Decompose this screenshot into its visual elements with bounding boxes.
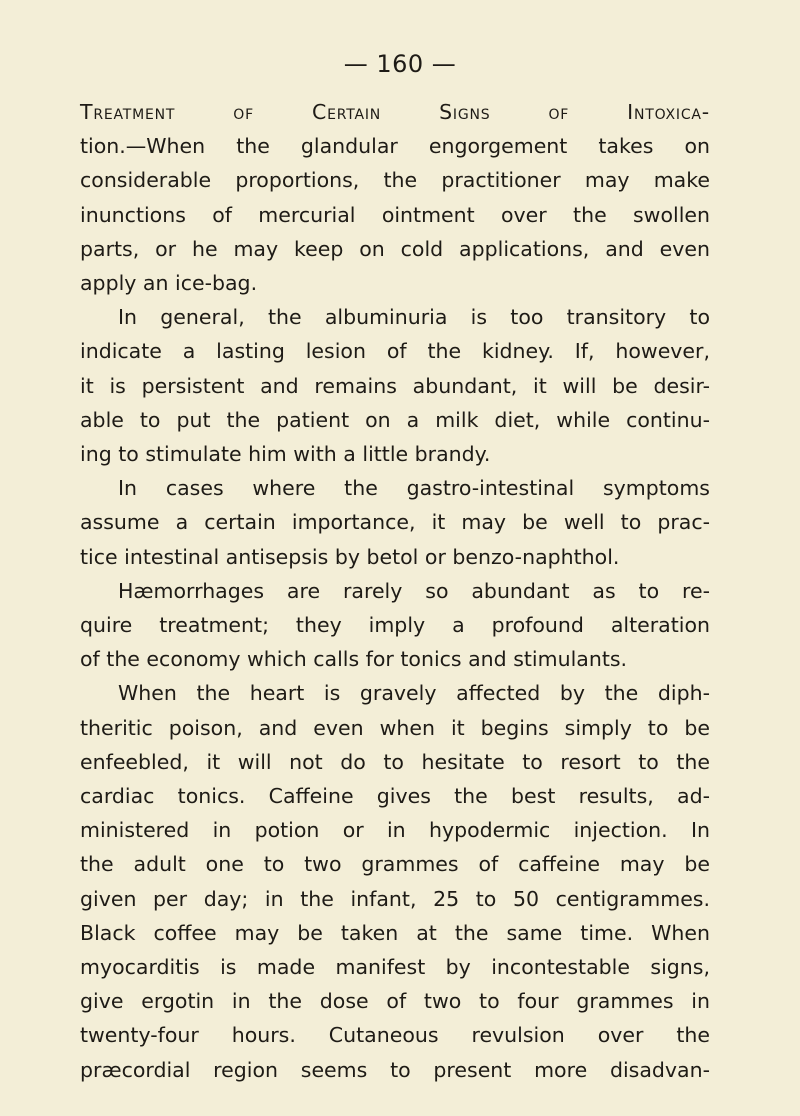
text-line: apply an ice-bag. <box>80 271 258 296</box>
text-line: considerable proportions, the practitioner may make <box>80 168 710 193</box>
text-line: cardiac tonics. Caffeine gives the best results, ad- <box>80 784 710 809</box>
text-line: parts, or he may keep on cold applications, and even <box>80 236 710 261</box>
text-line: Hæmorrhages are rarely so abundant as to re- <box>118 578 710 603</box>
text-line: præcordial region seems to present more disadvan- <box>80 1057 710 1082</box>
text-line: myocarditis is made manifest by incontestable signs, <box>80 955 710 980</box>
text-line: tice intestinal antisepsis by betol or benzo-naphthol. <box>80 544 620 569</box>
text-line: Black coffee may be taken at the same time. When <box>80 920 710 945</box>
page-number: — 160 — <box>343 50 457 78</box>
text-line: tion.—When the glandular engorgement takes on <box>80 134 710 159</box>
text-line: quire treatment; they imply a profound alteration <box>80 613 710 638</box>
text-line: ing to stimulate him with a little brandy. <box>80 442 491 467</box>
text-line: ministered in potion or in hypodermic injection. In <box>80 818 710 843</box>
section-heading-line: Treatment of Certain Signs of Intoxica- <box>80 100 710 124</box>
text-line: twenty-four hours. Cutaneous revulsion over the <box>80 1023 710 1048</box>
text-line: it is persistent and remains abundant, it will be desir- <box>80 373 710 398</box>
text-line: enfeebled, it will not do to hesitate to resort to the <box>80 749 710 774</box>
text-line: of the economy which calls for tonics and stimulants. <box>80 647 628 672</box>
text-line: theritic poison, and even when it begins simply to be <box>80 715 710 740</box>
text-line: In general, the albuminuria is too transitory to <box>118 305 710 330</box>
text-line: inunctions of mercurial ointment over the swollen <box>80 202 710 227</box>
text-line: When the heart is gravely affected by the diph- <box>118 681 710 706</box>
text-line: assume a certain importance, it may be well to prac- <box>80 510 710 535</box>
body-text <box>80 95 710 1087</box>
text-line: indicate a lasting lesion of the kidney. If, however, <box>80 339 710 364</box>
text-line: In cases where the gastro-intestinal symptoms <box>118 476 710 501</box>
text-line: able to put the patient on a milk diet, while continu- <box>80 407 710 432</box>
text-line: given per day; in the infant, 25 to 50 centigrammes. <box>80 886 710 911</box>
text-line: the adult one to two grammes of caffeine may be <box>80 852 710 877</box>
text-line: give ergotin in the dose of two to four grammes in <box>80 989 710 1014</box>
